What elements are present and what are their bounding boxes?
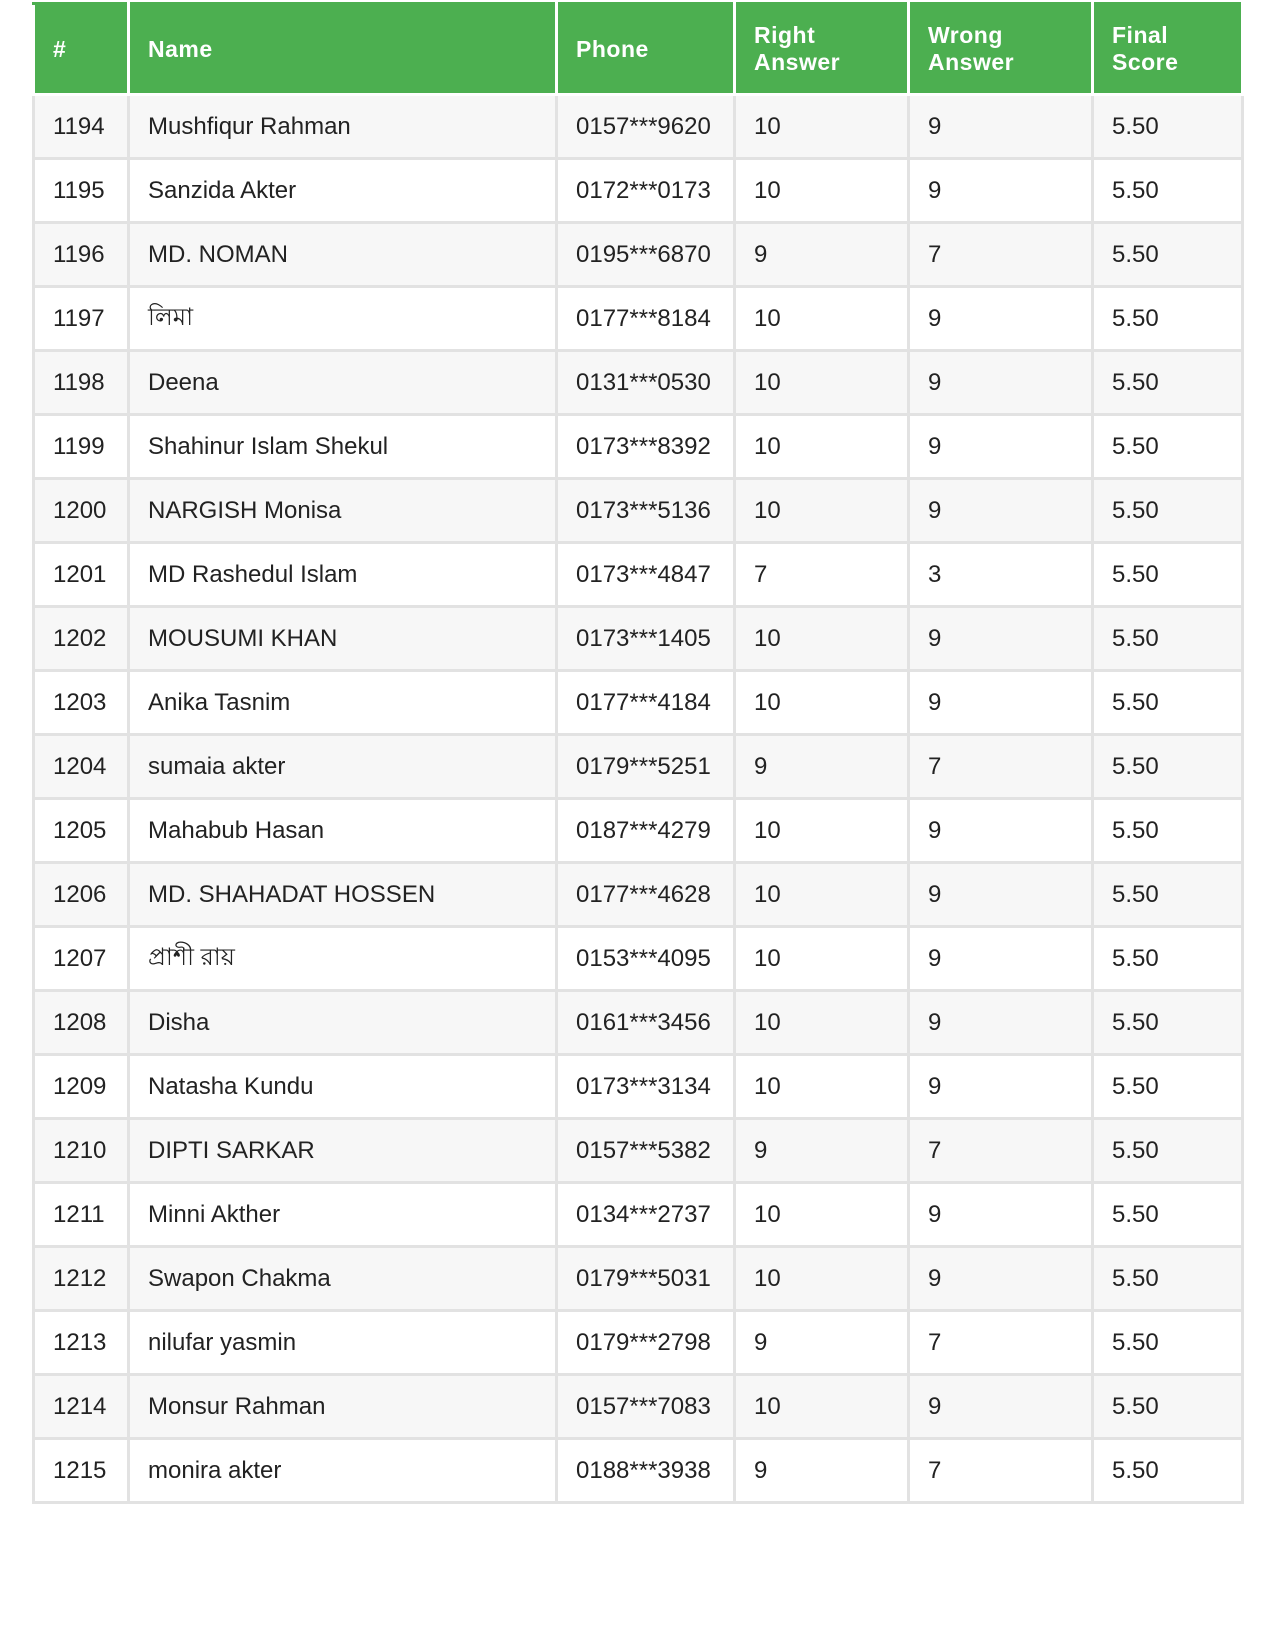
cell-num: 1197 bbox=[34, 287, 129, 351]
cell-right-answer: 10 bbox=[735, 95, 909, 159]
cell-final-score: 5.50 bbox=[1093, 1119, 1243, 1183]
cell-name: Shahinur Islam Shekul bbox=[129, 415, 557, 479]
cell-right-answer: 9 bbox=[735, 735, 909, 799]
cell-wrong-answer: 9 bbox=[909, 1375, 1093, 1439]
cell-right-answer: 10 bbox=[735, 927, 909, 991]
cell-final-score: 5.50 bbox=[1093, 671, 1243, 735]
results-table bbox=[32, 2, 1244, 1504]
table-body bbox=[34, 95, 1243, 1503]
header-score-line1: Final bbox=[1112, 22, 1169, 48]
cell-phone: 0172***0173 bbox=[557, 159, 735, 223]
cell-num: 1209 bbox=[34, 1055, 129, 1119]
header-num-label: # bbox=[53, 35, 67, 62]
cell-num: 1205 bbox=[34, 799, 129, 863]
cell-num: 1199 bbox=[34, 415, 129, 479]
header-phone-label: Phone bbox=[576, 35, 649, 62]
header-right-answer bbox=[735, 4, 909, 95]
cell-num: 1202 bbox=[34, 607, 129, 671]
cell-name: nilufar yasmin bbox=[129, 1311, 557, 1375]
cell-num: 1207 bbox=[34, 927, 129, 991]
cell-wrong-answer: 9 bbox=[909, 287, 1093, 351]
cell-wrong-answer: 7 bbox=[909, 735, 1093, 799]
cell-name: MOUSUMI KHAN bbox=[129, 607, 557, 671]
table-row bbox=[34, 159, 1243, 223]
cell-right-answer: 10 bbox=[735, 1247, 909, 1311]
cell-right-answer: 10 bbox=[735, 415, 909, 479]
cell-right-answer: 9 bbox=[735, 1119, 909, 1183]
cell-num: 1194 bbox=[34, 95, 129, 159]
cell-right-answer: 10 bbox=[735, 479, 909, 543]
cell-phone: 0173***1405 bbox=[557, 607, 735, 671]
cell-wrong-answer: 9 bbox=[909, 671, 1093, 735]
cell-wrong-answer: 9 bbox=[909, 927, 1093, 991]
cell-final-score: 5.50 bbox=[1093, 95, 1243, 159]
cell-final-score: 5.50 bbox=[1093, 1439, 1243, 1503]
cell-final-score: 5.50 bbox=[1093, 863, 1243, 927]
cell-wrong-answer: 9 bbox=[909, 415, 1093, 479]
table-row bbox=[34, 735, 1243, 799]
cell-wrong-answer: 9 bbox=[909, 799, 1093, 863]
cell-name: Natasha Kundu bbox=[129, 1055, 557, 1119]
table-row bbox=[34, 287, 1243, 351]
cell-wrong-answer: 9 bbox=[909, 1055, 1093, 1119]
cell-phone: 0179***5251 bbox=[557, 735, 735, 799]
cell-num: 1212 bbox=[34, 1247, 129, 1311]
table-row bbox=[34, 671, 1243, 735]
cell-right-answer: 10 bbox=[735, 1375, 909, 1439]
cell-name: Minni Akther bbox=[129, 1183, 557, 1247]
cell-name: MD. NOMAN bbox=[129, 223, 557, 287]
header-score-line2: Score bbox=[1112, 49, 1179, 75]
cell-final-score: 5.50 bbox=[1093, 735, 1243, 799]
cell-num: 1201 bbox=[34, 543, 129, 607]
cell-num: 1206 bbox=[34, 863, 129, 927]
cell-phone: 0173***3134 bbox=[557, 1055, 735, 1119]
cell-wrong-answer: 7 bbox=[909, 1311, 1093, 1375]
cell-num: 1203 bbox=[34, 671, 129, 735]
cell-phone: 0195***6870 bbox=[557, 223, 735, 287]
cell-name: Anika Tasnim bbox=[129, 671, 557, 735]
cell-phone: 0134***2737 bbox=[557, 1183, 735, 1247]
table-row bbox=[34, 1311, 1243, 1375]
cell-num: 1208 bbox=[34, 991, 129, 1055]
cell-phone: 0177***4628 bbox=[557, 863, 735, 927]
cell-phone: 0187***4279 bbox=[557, 799, 735, 863]
cell-final-score: 5.50 bbox=[1093, 479, 1243, 543]
header-name bbox=[129, 4, 557, 95]
cell-final-score: 5.50 bbox=[1093, 287, 1243, 351]
cell-right-answer: 10 bbox=[735, 159, 909, 223]
table-row bbox=[34, 543, 1243, 607]
cell-right-answer: 10 bbox=[735, 351, 909, 415]
cell-wrong-answer: 9 bbox=[909, 159, 1093, 223]
table-row bbox=[34, 351, 1243, 415]
cell-phone: 0173***5136 bbox=[557, 479, 735, 543]
cell-final-score: 5.50 bbox=[1093, 1311, 1243, 1375]
table-row bbox=[34, 991, 1243, 1055]
cell-name: monira akter bbox=[129, 1439, 557, 1503]
cell-right-answer: 10 bbox=[735, 607, 909, 671]
cell-wrong-answer: 7 bbox=[909, 223, 1093, 287]
header-phone bbox=[557, 4, 735, 95]
cell-name: Mushfiqur Rahman bbox=[129, 95, 557, 159]
cell-right-answer: 10 bbox=[735, 863, 909, 927]
cell-final-score: 5.50 bbox=[1093, 223, 1243, 287]
cell-phone: 0153***4095 bbox=[557, 927, 735, 991]
cell-num: 1200 bbox=[34, 479, 129, 543]
cell-name: Mahabub Hasan bbox=[129, 799, 557, 863]
table-row bbox=[34, 927, 1243, 991]
cell-num: 1213 bbox=[34, 1311, 129, 1375]
table-row bbox=[34, 1247, 1243, 1311]
cell-phone: 0157***9620 bbox=[557, 95, 735, 159]
cell-wrong-answer: 9 bbox=[909, 1183, 1093, 1247]
cell-wrong-answer: 7 bbox=[909, 1119, 1093, 1183]
table-row bbox=[34, 1119, 1243, 1183]
cell-phone: 0131***0530 bbox=[557, 351, 735, 415]
cell-phone: 0173***8392 bbox=[557, 415, 735, 479]
cell-phone: 0157***7083 bbox=[557, 1375, 735, 1439]
header-wrong-line1: Wrong bbox=[928, 22, 1003, 48]
cell-final-score: 5.50 bbox=[1093, 415, 1243, 479]
table-row bbox=[34, 479, 1243, 543]
cell-right-answer: 10 bbox=[735, 1183, 909, 1247]
cell-phone: 0179***2798 bbox=[557, 1311, 735, 1375]
table-row bbox=[34, 1055, 1243, 1119]
cell-final-score: 5.50 bbox=[1093, 351, 1243, 415]
cell-name: DIPTI SARKAR bbox=[129, 1119, 557, 1183]
cell-wrong-answer: 9 bbox=[909, 351, 1093, 415]
cell-phone: 0173***4847 bbox=[557, 543, 735, 607]
cell-name: Monsur Rahman bbox=[129, 1375, 557, 1439]
cell-final-score: 5.50 bbox=[1093, 607, 1243, 671]
cell-phone: 0177***8184 bbox=[557, 287, 735, 351]
cell-phone: 0157***5382 bbox=[557, 1119, 735, 1183]
cell-final-score: 5.50 bbox=[1093, 1375, 1243, 1439]
cell-name: Deena bbox=[129, 351, 557, 415]
cell-num: 1195 bbox=[34, 159, 129, 223]
table-row bbox=[34, 607, 1243, 671]
cell-num: 1214 bbox=[34, 1375, 129, 1439]
cell-name: MD Rashedul Islam bbox=[129, 543, 557, 607]
table-row bbox=[34, 95, 1243, 159]
cell-final-score: 5.50 bbox=[1093, 927, 1243, 991]
table-header bbox=[34, 4, 1243, 95]
cell-name: Sanzida Akter bbox=[129, 159, 557, 223]
cell-right-answer: 10 bbox=[735, 1055, 909, 1119]
cell-right-answer: 10 bbox=[735, 287, 909, 351]
cell-phone: 0179***5031 bbox=[557, 1247, 735, 1311]
cell-phone: 0161***3456 bbox=[557, 991, 735, 1055]
header-num bbox=[34, 4, 129, 95]
cell-phone: 0177***4184 bbox=[557, 671, 735, 735]
cell-final-score: 5.50 bbox=[1093, 799, 1243, 863]
cell-name: লিমা bbox=[129, 287, 557, 351]
cell-name: NARGISH Monisa bbox=[129, 479, 557, 543]
cell-wrong-answer: 9 bbox=[909, 1247, 1093, 1311]
cell-name: sumaia akter bbox=[129, 735, 557, 799]
table-row bbox=[34, 799, 1243, 863]
cell-num: 1196 bbox=[34, 223, 129, 287]
cell-final-score: 5.50 bbox=[1093, 159, 1243, 223]
cell-right-answer: 10 bbox=[735, 799, 909, 863]
cell-final-score: 5.50 bbox=[1093, 1247, 1243, 1311]
header-wrong-answer bbox=[909, 4, 1093, 95]
cell-final-score: 5.50 bbox=[1093, 991, 1243, 1055]
cell-name: প্রাশী রায় bbox=[129, 927, 557, 991]
cell-phone: 0188***3938 bbox=[557, 1439, 735, 1503]
cell-name: Disha bbox=[129, 991, 557, 1055]
header-final-score bbox=[1093, 4, 1243, 95]
cell-wrong-answer: 9 bbox=[909, 991, 1093, 1055]
cell-name: Swapon Chakma bbox=[129, 1247, 557, 1311]
cell-right-answer: 10 bbox=[735, 991, 909, 1055]
table-row bbox=[34, 1183, 1243, 1247]
header-right-line2: Answer bbox=[754, 49, 841, 75]
cell-final-score: 5.50 bbox=[1093, 1055, 1243, 1119]
cell-wrong-answer: 9 bbox=[909, 863, 1093, 927]
cell-num: 1210 bbox=[34, 1119, 129, 1183]
header-row bbox=[34, 4, 1243, 95]
table-row bbox=[34, 1439, 1243, 1503]
cell-num: 1204 bbox=[34, 735, 129, 799]
header-right-line1: Right bbox=[754, 22, 816, 48]
cell-wrong-answer: 9 bbox=[909, 479, 1093, 543]
cell-right-answer: 9 bbox=[735, 1439, 909, 1503]
cell-wrong-answer: 9 bbox=[909, 95, 1093, 159]
cell-name: MD. SHAHADAT HOSSEN bbox=[129, 863, 557, 927]
cell-right-answer: 7 bbox=[735, 543, 909, 607]
results-sheet bbox=[32, 2, 1241, 1504]
table-row bbox=[34, 223, 1243, 287]
table-row bbox=[34, 415, 1243, 479]
cell-right-answer: 9 bbox=[735, 223, 909, 287]
cell-num: 1215 bbox=[34, 1439, 129, 1503]
table-row bbox=[34, 863, 1243, 927]
cell-num: 1198 bbox=[34, 351, 129, 415]
header-wrong-line2: Answer bbox=[928, 49, 1015, 75]
cell-final-score: 5.50 bbox=[1093, 543, 1243, 607]
cell-wrong-answer: 3 bbox=[909, 543, 1093, 607]
cell-right-answer: 10 bbox=[735, 671, 909, 735]
cell-wrong-answer: 9 bbox=[909, 607, 1093, 671]
table-row bbox=[34, 1375, 1243, 1439]
header-name-label: Name bbox=[148, 35, 213, 62]
cell-right-answer: 9 bbox=[735, 1311, 909, 1375]
cell-num: 1211 bbox=[34, 1183, 129, 1247]
cell-final-score: 5.50 bbox=[1093, 1183, 1243, 1247]
cell-wrong-answer: 7 bbox=[909, 1439, 1093, 1503]
